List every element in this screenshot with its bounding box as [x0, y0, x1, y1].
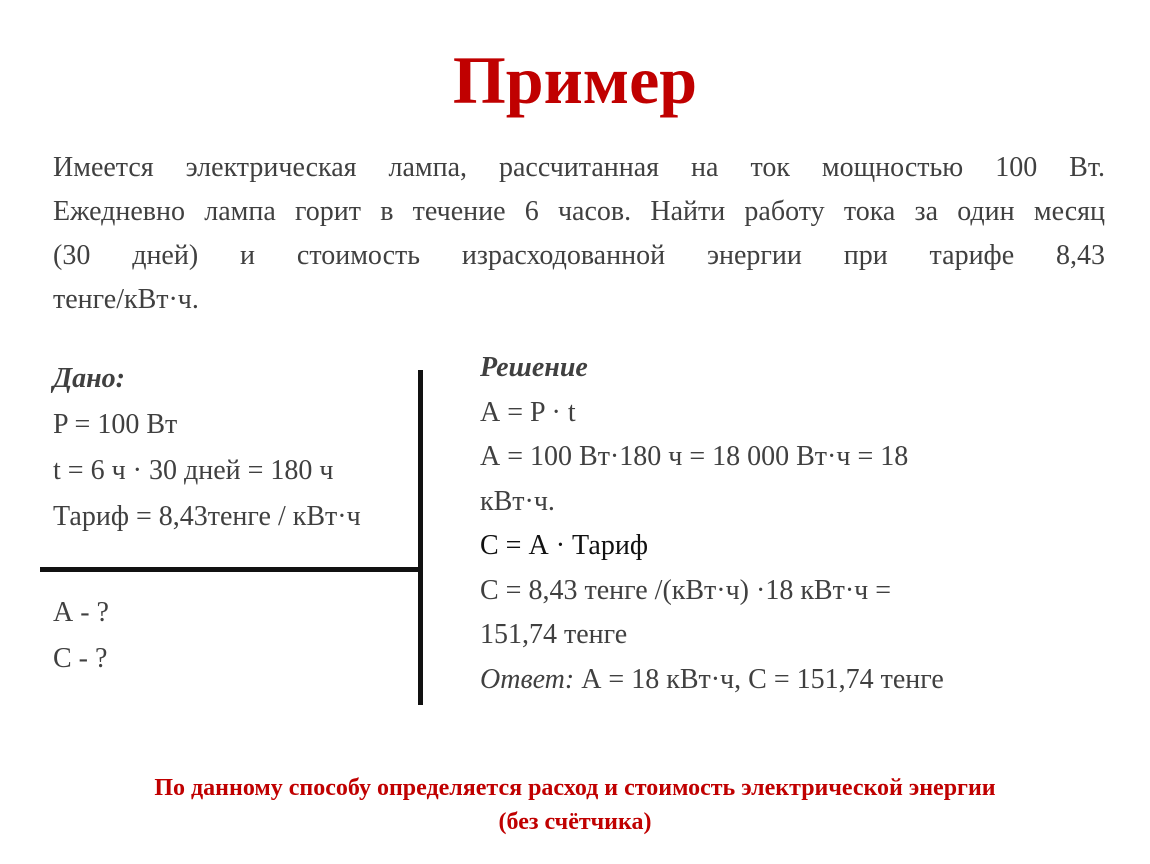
solution-line: кВт·ч.: [480, 485, 555, 517]
problem-line: (30 дней) и стоимость израсходованной энергии при тарифе 8,43: [53, 240, 1105, 271]
problem-line: Имеется электрическая лампа, рассчитанная на ток мощностью 100 Вт.: [53, 152, 1105, 183]
given-line: Тариф = 8,43тенге / кВт·ч: [53, 501, 361, 532]
given-line: t = 6 ч · 30 дней = 180 ч: [53, 455, 334, 486]
given-line: P = 100 Вт: [53, 409, 178, 440]
problem-line: Ежедневно лампа горит в течение 6 часов. Найти работу тока за один месяц: [53, 196, 1105, 227]
unknown-line: С - ?: [53, 643, 108, 674]
solution-line: А = 100 Вт·180 ч = 18 000 Вт·ч = 18: [480, 441, 909, 472]
answer-text: А = 18 кВт·ч, С = 151,74 тенге: [574, 663, 944, 695]
solution-section: [480, 346, 944, 702]
solution-line: А = P · t: [480, 396, 576, 428]
answer-line: [480, 658, 944, 703]
problem-statement: [53, 146, 1105, 322]
footer-note: [0, 771, 1150, 839]
horizontal-divider: [40, 567, 421, 572]
footer-line: (без счётчика): [498, 809, 652, 835]
vertical-divider: [418, 370, 423, 705]
page-title: Пример: [452, 42, 698, 118]
unknowns-section: [53, 590, 109, 682]
unknown-line: А - ?: [53, 597, 109, 628]
answer-label: Ответ:: [480, 663, 575, 695]
solution-line: С = 8,43 тенге /(кВт·ч) ·18 кВт·ч =: [480, 574, 892, 606]
given-section: [53, 356, 361, 540]
solution-heading: Решение: [480, 352, 588, 383]
given-heading: Дано:: [53, 363, 125, 394]
problem-line: тенге/кВт·ч.: [53, 284, 199, 315]
solution-line: 151,74 тенге: [480, 619, 628, 650]
solution-line: С = А · Тариф: [480, 530, 648, 561]
footer-line: По данному способу определяется расход и стоимость электрической энергии: [154, 775, 996, 801]
